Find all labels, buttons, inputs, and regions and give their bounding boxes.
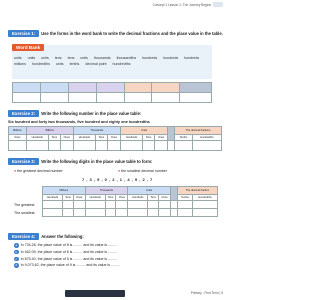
footer-info: Primary - First Term | 5 <box>190 291 223 295</box>
table-cell[interactable] <box>73 201 85 209</box>
table-cell[interactable] <box>180 93 212 103</box>
sub-header: Tens <box>105 195 116 201</box>
table-cell <box>13 83 41 93</box>
table-cell[interactable] <box>60 141 73 151</box>
exercise-3-tag: Exercise 3: <box>8 158 39 165</box>
table-cell[interactable] <box>159 201 171 209</box>
word-bank-word: units <box>14 56 22 60</box>
sub-header: Hundreds <box>43 195 63 201</box>
word-bank-word: tens <box>67 56 75 60</box>
header-marker <box>213 2 223 7</box>
item-bullet-icon: b <box>15 249 18 254</box>
col-header-units: Units <box>120 127 167 135</box>
table-cell[interactable] <box>96 93 124 103</box>
table-cell <box>96 83 124 93</box>
word-bank-word: millions <box>14 62 26 67</box>
table-cell[interactable] <box>128 209 148 217</box>
word-bank-word: hundreds <box>142 56 158 60</box>
table-cell[interactable] <box>40 93 68 103</box>
sub-header: Tens <box>148 195 159 201</box>
sub-header: Tenths <box>175 135 192 141</box>
col-header-millions: Millions <box>9 127 27 135</box>
word-bank-word: units <box>55 62 64 67</box>
sub-header: Ones <box>159 195 171 201</box>
publisher-logo <box>65 290 125 297</box>
exercise-4-header <box>8 233 225 240</box>
col-header-units: Units <box>128 187 171 195</box>
col-header-decimal: The decimal fraction <box>177 187 217 195</box>
table-cell[interactable] <box>120 141 142 151</box>
table-cell[interactable] <box>85 209 105 217</box>
word-bank-words <box>14 55 210 67</box>
row-label-greatest: The greatest: <box>14 203 36 207</box>
table-cell[interactable] <box>168 141 175 151</box>
table-cell <box>124 83 152 93</box>
exercise-2-table <box>8 126 222 151</box>
sub-header: Tens <box>96 135 108 141</box>
col-header-thousands: Thousands <box>73 127 120 135</box>
table-cell[interactable] <box>105 209 116 217</box>
table-cell[interactable] <box>96 141 108 151</box>
answer-line: a In 734.28, the place value of 8 is ......... and its value is ......... <box>15 243 118 247</box>
table-cell[interactable] <box>9 141 27 151</box>
col-header-millions: Millions <box>43 187 86 195</box>
answer-line: d In 9,073.62, the place value of 9 is ......... and its value is ......... <box>15 263 121 268</box>
table-cell[interactable] <box>148 209 159 217</box>
table-cell[interactable] <box>68 93 96 103</box>
sub-header: Ones <box>155 135 168 141</box>
word-bank-word: units <box>80 56 88 60</box>
word-bank-word: hundreds <box>163 56 179 60</box>
table-cell[interactable] <box>116 201 128 209</box>
word-bank-word: thousands <box>93 56 111 60</box>
table-cell[interactable] <box>85 201 105 209</box>
exercise-3-text: Write the following digits in the place value table to form: <box>41 159 153 164</box>
item-bullet-icon: c <box>15 256 18 261</box>
page-header <box>0 0 231 10</box>
table-cell[interactable] <box>155 141 168 151</box>
sub-header: Tens <box>48 135 60 141</box>
sub-header: Ones <box>116 195 128 201</box>
sub-header: Hundredths <box>192 135 221 141</box>
lesson-title: Concept 1 Lesson 1: The Journey Begins <box>152 3 211 7</box>
col-header-thousands: Thousands <box>85 187 128 195</box>
sub-header: Hundreds <box>120 135 142 141</box>
exercise-4-tag: Exercise 4: <box>8 233 39 240</box>
word-bank-word: tenths <box>69 62 80 67</box>
word-bank-word: hundredths <box>112 62 131 67</box>
exercise-2-tag: Exercise 2: <box>8 110 39 117</box>
exercise-4-lines <box>14 242 120 269</box>
exercise-1-tag: Exercise 1: <box>8 30 39 37</box>
table-cell[interactable] <box>177 201 192 209</box>
table-cell <box>180 83 212 93</box>
word-bank-title: Word Bank <box>12 44 44 51</box>
exercise-1-header <box>8 30 225 37</box>
exercise-4-text: Answer the following: <box>41 234 84 239</box>
table-cell[interactable] <box>63 209 74 217</box>
decimal-point-column <box>168 127 175 141</box>
table-cell[interactable] <box>73 209 85 217</box>
sub-header: Ones <box>73 195 85 201</box>
exercise-2-text: Write the following number in the place value table: <box>41 111 142 116</box>
word-bank-word: units <box>27 56 36 60</box>
table-cell[interactable] <box>192 209 217 217</box>
sub-header: Hundreds <box>73 135 95 141</box>
exercise-2-sentence: Six hundred and forty two thousands, five hundred and eighty one hundredths <box>8 120 150 124</box>
word-bank-word: tens <box>54 56 62 60</box>
sub-header: Hundreds <box>26 135 48 141</box>
answer-line: c In 675.40, the place value of 5 is ......... and its value is ......... <box>15 256 118 261</box>
word-bank-word: thousandths <box>116 56 137 60</box>
word-bank-word: units <box>41 56 49 60</box>
table-cell[interactable] <box>128 201 148 209</box>
decimal-point-column <box>170 187 177 201</box>
exercise-3-table <box>42 186 218 217</box>
table-cell[interactable] <box>175 141 192 151</box>
table-cell[interactable] <box>63 201 74 209</box>
col-header-decimal: The decimal fractions <box>175 127 222 135</box>
exercise-2-header <box>8 110 225 124</box>
word-bank-word: hundreds <box>184 56 200 60</box>
sub-header: Hundreds <box>128 195 148 201</box>
row-label-smallest: The smallest: <box>14 211 36 215</box>
table-cell[interactable] <box>152 93 180 103</box>
table-cell[interactable] <box>143 141 155 151</box>
table-cell[interactable] <box>43 209 63 217</box>
table-cell[interactable] <box>105 201 116 209</box>
table-cell[interactable] <box>148 201 159 209</box>
table-cell[interactable] <box>192 141 221 151</box>
sub-header: Tens <box>63 195 74 201</box>
word-bank-word: decimal point <box>85 62 107 67</box>
col-header-billions: Billions <box>26 127 73 135</box>
exercise-3-header <box>8 158 225 165</box>
item-bullet-icon: a <box>15 243 18 247</box>
sub-header: Tenths <box>177 195 192 201</box>
word-bank <box>12 45 212 79</box>
table-cell[interactable] <box>192 201 217 209</box>
table-cell <box>40 83 68 93</box>
sub-header: Ones <box>60 135 73 141</box>
page-footer <box>0 286 231 300</box>
bullet-icon: ● <box>118 169 121 173</box>
smallest-number-label: ● the smallest decimal number <box>118 169 167 173</box>
sub-header: Ones <box>107 135 120 141</box>
table-cell[interactable] <box>177 209 192 217</box>
table-cell <box>152 83 180 93</box>
sub-header: Hundredths <box>192 195 217 201</box>
table-cell[interactable] <box>26 141 48 151</box>
table-cell[interactable] <box>159 209 171 217</box>
sub-header: Tens <box>143 135 155 141</box>
table-cell[interactable] <box>43 201 63 209</box>
item-bullet-icon: d <box>15 263 18 268</box>
sub-header: Ones <box>9 135 27 141</box>
word-bank-word: hundredths <box>31 62 50 67</box>
answer-line: b In 462.09, the place value of 6 is ......... and its value is ......... <box>15 249 118 254</box>
table-cell[interactable] <box>116 209 128 217</box>
exercise-1-table <box>12 82 212 103</box>
table-cell[interactable] <box>170 209 177 217</box>
table-cell[interactable] <box>48 141 60 151</box>
table-cell <box>68 83 96 93</box>
table-cell[interactable] <box>13 93 41 103</box>
digits-list: 7 , 3 , 9 , 0 , 2 , 1 , 4 , 9 , 2 , 7 <box>82 177 153 182</box>
table-cell[interactable] <box>124 93 152 103</box>
bullet-icon: ● <box>14 169 17 173</box>
table-cell[interactable] <box>73 141 95 151</box>
greatest-number-label: ● the greatest decimal number <box>14 169 63 173</box>
exercise-1-text: Use the forms in the word bank to write the decimal fractions and the place value in the table. <box>41 31 223 36</box>
table-cell[interactable] <box>170 201 177 209</box>
table-cell[interactable] <box>107 141 120 151</box>
sub-header: Hundreds <box>85 195 105 201</box>
